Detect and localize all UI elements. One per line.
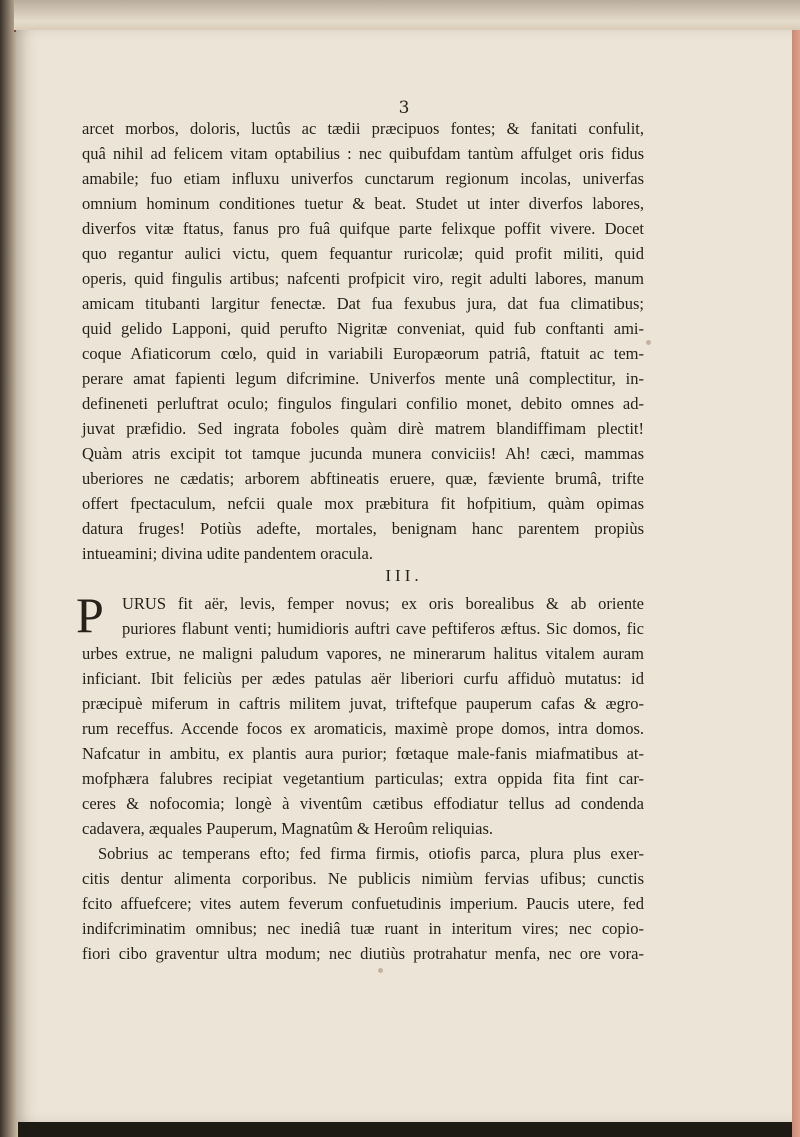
text-line: cadavera, æquales Pauperum, Magnatûm & Heroûm reliquias.	[82, 819, 494, 838]
text-line: diverfos vitæ ftatus, fanus pro fuâ quifque parte felixque poffit vivere. Docet	[82, 219, 644, 238]
text-line: intueamini; divina udite pandentem oracula.	[82, 544, 373, 563]
text-line: citis dentur alimenta corporibus. Ne publicis nimiùm fervias ufibus; cunctis	[82, 869, 644, 888]
book-right-edge	[792, 30, 800, 1137]
text-line: puriores flabunt venti; humidioris auftri cave peftiferos æftus. Sic domos, fic	[122, 619, 644, 638]
text-line: Sobrius ac temperans efto; fed firma firmis, otiofis parca, plura plus exer-	[98, 844, 644, 863]
text-line: quâ nihil ad felicem vitam optabilius : nec quibufdam tantùm affulget oris fidus	[82, 144, 644, 163]
text-line: mofphæra falubres recipiat vegetantium particulas; extra oppida fita fint car-	[82, 769, 644, 788]
page-number: 3	[398, 98, 410, 118]
text-line: offert fpectaculum, nefcii quale mox præbitura fit hofpitium, quàm opimas	[82, 494, 644, 513]
ink-spot	[378, 968, 383, 973]
text-line: uberiores ne cædatis; arborem abftineatis eruere, quæ, fæviente brumâ, trifte	[82, 469, 644, 488]
book-top-edge	[14, 0, 800, 32]
text-line: operis, quid fingulis artibus; nafcenti profpicit viro, regit adulti labores, manum	[82, 269, 644, 288]
text-line: perare amat fapienti legum difcrimine. Univerfos mente unâ complectitur, in-	[82, 369, 644, 388]
text-line: arcet morbos, doloris, luctûs ac tædii præcipuos fontes; & fanitati confulit,	[82, 119, 644, 138]
text-line: indifcriminatim omnibus; nec inediâ tuæ ruant in interitum vires; nec copio-	[82, 919, 644, 938]
text-line: defineneti perluftrat oculo; fingulos fingulari confilio monet, debito omnes ad-	[82, 394, 644, 413]
ink-spot	[646, 340, 651, 345]
text-line: amicam titubanti largitur fenectæ. Dat fua fexubus jura, dat fua climatibus;	[82, 294, 644, 313]
text-line: datura fruges! Potiùs adefte, mortales, benignam hanc parentem propiùs	[82, 519, 644, 538]
text-line: quid gelido Lapponi, quid perufto Nigritæ conveniat, quid fub conftanti ami-	[82, 319, 644, 338]
text-line: urbes extrue, ne maligni paludum vapores, ne minerarum halitus vitalem auram	[82, 644, 644, 663]
section-heading: III.	[385, 566, 423, 585]
text-line: ceres & nofocomia; longè à viventûm cætibus effodiatur tellus ad condenda	[82, 794, 644, 813]
drop-cap: P	[76, 587, 104, 643]
text-line: coque Afiaticorum cœlo, quid in variabili Europæorum patriâ, ftatuit ac tem-	[82, 344, 644, 363]
text-line: inficiant. Ibit feliciùs per ædes patulas aër liberiori curfu affiduò mutatus: id	[82, 669, 644, 688]
text-line: URUS fit aër, levis, femper novus; ex oris borealibus & ab oriente	[122, 594, 644, 613]
text-line: quo regantur aulici victu, quem fequantur ruricolæ; quid profit militi, quid	[82, 244, 644, 263]
text-line: rum receffus. Accende focos ex aromaticis, maximè prope domos, intra domos.	[82, 719, 644, 738]
text-line: præcipuè miferum in caftris militem juvat, triftefque pauperum cafas & ægro-	[82, 694, 644, 713]
text-line: fcito affuefcere; vites autem feverum confuetudinis imperium. Paucis utere, fed	[82, 894, 644, 913]
text-line: amabile; fuo etiam influxu univerfos cunctarum regionum incolas, univerfas	[82, 169, 644, 188]
text-line: omnium hominum conditiones tuetur & beat. Studet ut inter diverfos labores,	[82, 194, 644, 213]
text-line: fiori cibo graventur ultra modum; nec diutiùs protrahatur menfa, nec ore vora-	[82, 944, 644, 963]
text-line: Nafcatur in ambitu, ex plantis aura purior; fœtaque male-fanis miafmatibus at-	[82, 744, 644, 763]
text-line: juvat præfidio. Sed ingrata foboles quàm dirè matrem blandiffimam plectit!	[82, 419, 644, 438]
book-page	[16, 30, 792, 1122]
text-line: Quàm atris excipit tot tamque jucunda munera conviciis! Ah! cæci, mammas	[82, 444, 644, 463]
